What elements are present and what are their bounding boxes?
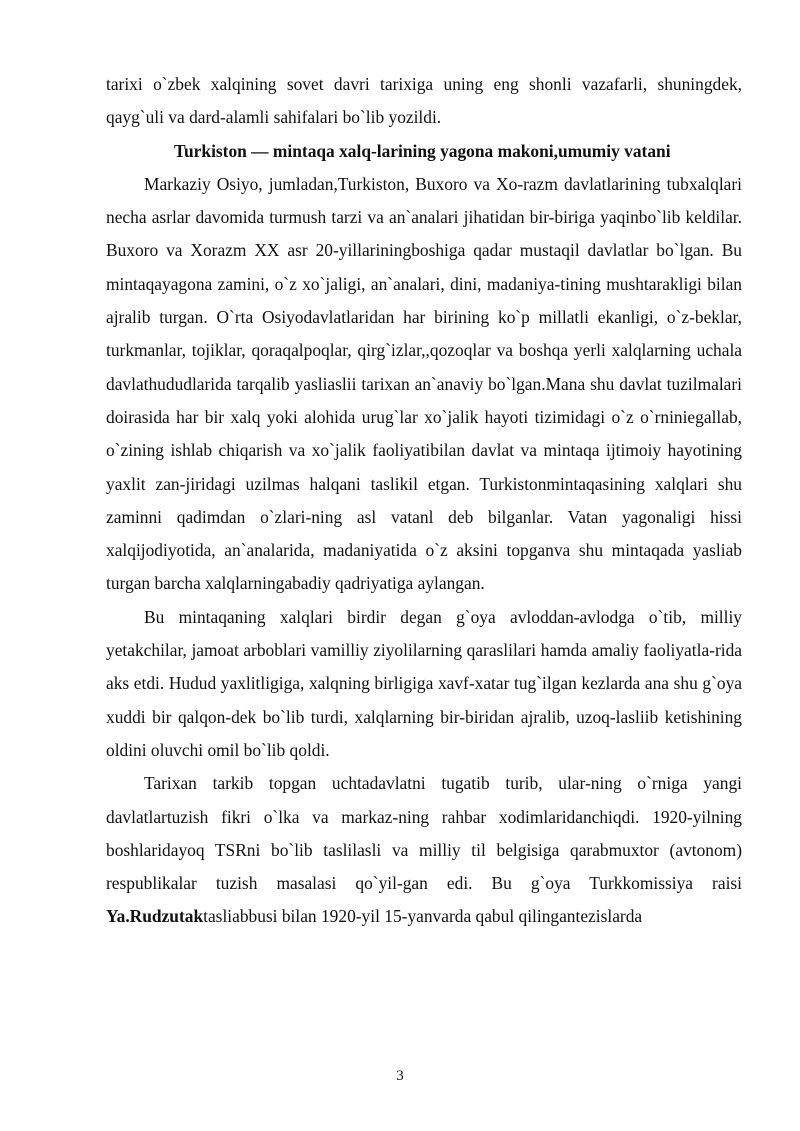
paragraph-1: Markaziy Osiyo, jumladan,Turkiston, Buxoro va Xo-razm davlatlarining tubxalqlari necha asrlar davomida turmush tarzi va an`analari jihatidan bir-biriga yaqinbo`lib keldilar. Buxoro va Xorazm XX asr 20-yillariningboshiga qadar mustaqil davlatlar bo`lgan. Bu mintaqayagona zamini, o`z xo`jaligi, an`analari, dini, madaniya-tining mushtarakligi bilan ajralib turgan. O`rta Osiyodavlatlaridan har birining ko`p millatli ekanligi, o`z-beklar, turkmanlar, tojiklar, qoraqalpoqlar, qirg`izlar,,qozoqlar va boshqa yerli xalqlarning uchala davlathududlarida tarqalib yasliaslii tarixan an`anaviy bo`lgan.Mana shu davlat tuzilmalari doirasida har bir xalq yoki alohida urug`lar xo`jalik hayoti tizimidagi o`z o`rniniegallab, o`zining ishlab chiqarish va xo`jalik faoliyatibilan davlat va mintaqa ijtimoiy hayotining yaxlit zan-jiridagi uzilmas halqani taslikil etgan. Turkistonmintaqasining xalqlari shu zaminni qadimdan o`zlari-ning asl vatanl deb bilganlar. Vatan yagonaligi hissi xalqijodiyotida, an`analarida, madaniyatida o`z aksini topganva shu mintaqada yasliab turgan barcha xalqlarningabadiy qadriyatiga aylangan. <box>106 173 742 594</box>
paragraph-3-start: Tarixan tarkib topgan uchtadavlatni tugatib turib, ular-ning o`rniga yangi davlatlartuzish fikri o`lka va markaz-ning rahbar xodimlaridanchiqdi. 1920-yilning boshlaridayoq TSRni bo`lib taslilasli va milliy til belgisiga qarabmuxtor (avtonom) respublikalar tuzish masalasi qo`yil-gan edi. Bu g`oya Turkkomissiya raisi <box>106 773 742 894</box>
paragraph-3 <box>106 767 742 933</box>
page-number: 3 <box>396 1068 404 1084</box>
person-name: Ya.Rudzutak <box>106 906 204 927</box>
body-text <box>106 68 742 934</box>
paragraph-3-end: tasliabbusi bilan 1920-yil 15-yanvarda qabul qilingantezislarda <box>203 906 643 927</box>
intro-paragraph: tarixi o`zbek xalqining sovet davri tarixiga uning eng shonli vazafarli, shuningdek, qayg`uli va dard-alamli sahifalari bo`lib yozildi. <box>106 74 742 128</box>
paragraph-2: Bu mintaqaning xalqlari birdir degan g`oya avloddan-avlodga o`tib, milliy yetakchilar, jamoat arboblari vamilliy ziyolilarning qaraslilari hamda amaliy faoliyatla-rida aks etdi. Hudud yaxlitligiga, xalqning birligiga xavf-xatar tug`ilgan kezlarda ana shu g`oya xuddi bir qalqon-dek bo`lib turdi, xalqlarning bir-biridan ajralib, uzoq-lasliib ketishining oldini oluvchi omil bo`lib qoldi. <box>106 606 742 760</box>
section-heading: Turkiston — mintaqa xalq-larining yagona makoni,umumiy vatani <box>174 140 671 161</box>
